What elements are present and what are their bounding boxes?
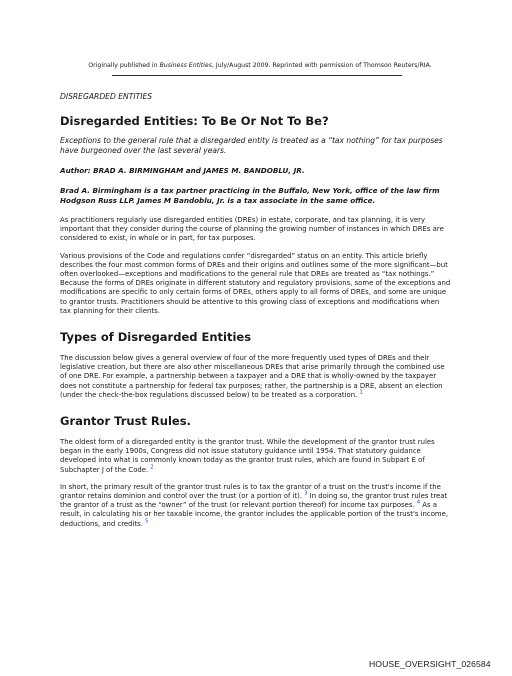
intro-paragraph-2: Various provisions of the Code and regulations confer “disregarded” status on an entity. This article briefly describes the four most common forms of DREs and their origins and outlines some of the more significant—but often overlooked—exceptions and modifications to the general rule that DREs are treated as “tax nothings.” Because the forms of DREs originate in different statutory and regulatory provisions, some of the exceptions and modifications are specific to only certain forms of DREs, others apply to all forms of DREs, and some are unique to grantor trusts. Practitioners should be attentive to this growing class of exceptions and modifications when tax planning for their clients. [60,251,451,315]
publication-name: Business Entities [159,62,212,69]
grantor-paragraph-2 [60,483,452,529]
author-line: Author: BRAD A. BIRMINGHAM and JAMES M. BANDOBLU, JR. [60,166,305,175]
grantor-paragraph-1 [60,438,452,475]
types-paragraph-text: The discussion below gives a general overview of four of the more frequently used types of DREs and their legislative creation, but there are also other miscellaneous DREs that arise primarily through the combined use of one DRE. For example, a partnership between a taxpayer and a DRE that is wholly-owned by the taxpayer does not constitute a partnership for federal tax purposes; rather, the partnership is a DRE, absent an election (under the check-the-box regulations discussed below) to be treated as a corporation. [60,354,445,399]
article-body [60,92,452,529]
footnote-link-4[interactable]: 4 [416,499,421,506]
publication-note [60,62,460,70]
section-label: DISREGARDED ENTITIES [60,92,153,101]
article-title: Disregarded Entities: To Be Or Not To Be? [60,114,329,128]
grantor-paragraph-2-text-c: As a result, in calculating his or her taxable income, the grantor includes the applicable portion of the trust's income, deductions, and credits. [60,501,449,528]
intro-paragraph-1: As practitioners regularly use disregarded entities (DREs) in estate, corporate, and tax planning, it is very important that they consider during the course of planning the growing number of instances in which DREs are considered to exist, in whole or in part, for tax purposes. [60,216,444,243]
publication-note-suffix: , July/August 2009. Reprinted with permission of Thomson Reuters/RIA. [211,62,432,69]
grantor-heading: Grantor Trust Rules. [60,414,191,429]
footnote-link-1[interactable]: 1 [359,389,363,396]
footnote-link-3[interactable]: 3 [304,490,308,497]
header-rule [112,75,402,76]
grantor-paragraph-1-text: The oldest form of a disregarded entity is the grantor trust. While the development of the grantor trust rules began in the early 1900s, Congress did not issue statutory guidance until 1954. That statutory guidance developed into what is commonly known today as the grantor trust rules, which are found in Subpart E of Subchapter J of the Code. [60,438,435,474]
bates-number: HOUSE_OVERSIGHT_026584 [369,659,491,669]
article-subtitle: Exceptions to the general rule that a disregarded entity is treated as a “tax nothing” for tax purposes have burgeoned over the last several years. [60,136,443,155]
grantor-paragraph-2-text-a: In short, the primary result of the grantor trust rules is to tax the grantor of a trust on the trust's income if the grantor retains dominion and control over the trust (or a portion of it). [60,482,441,501]
author-bio: Brad A. Birmingham is a tax partner practicing in the Buffalo, New York, office of the law firm Hodgson Russ LLP. James M Bandoblu, Jr. is a tax associate in the same office. [60,186,440,205]
footnote-link-2[interactable]: 2 [150,464,154,471]
grantor-paragraph-2-text-b: In doing so, the grantor trust rules treat the grantor of a trust as the “owner” of the trust (or relevant portion thereof) for income tax purposes. [60,492,448,510]
types-paragraph [60,354,452,400]
footnote-link-5[interactable]: 5 [145,518,149,525]
types-heading: Types of Disregarded Entities [60,330,252,345]
publication-note-prefix: Originally published in [88,62,160,69]
